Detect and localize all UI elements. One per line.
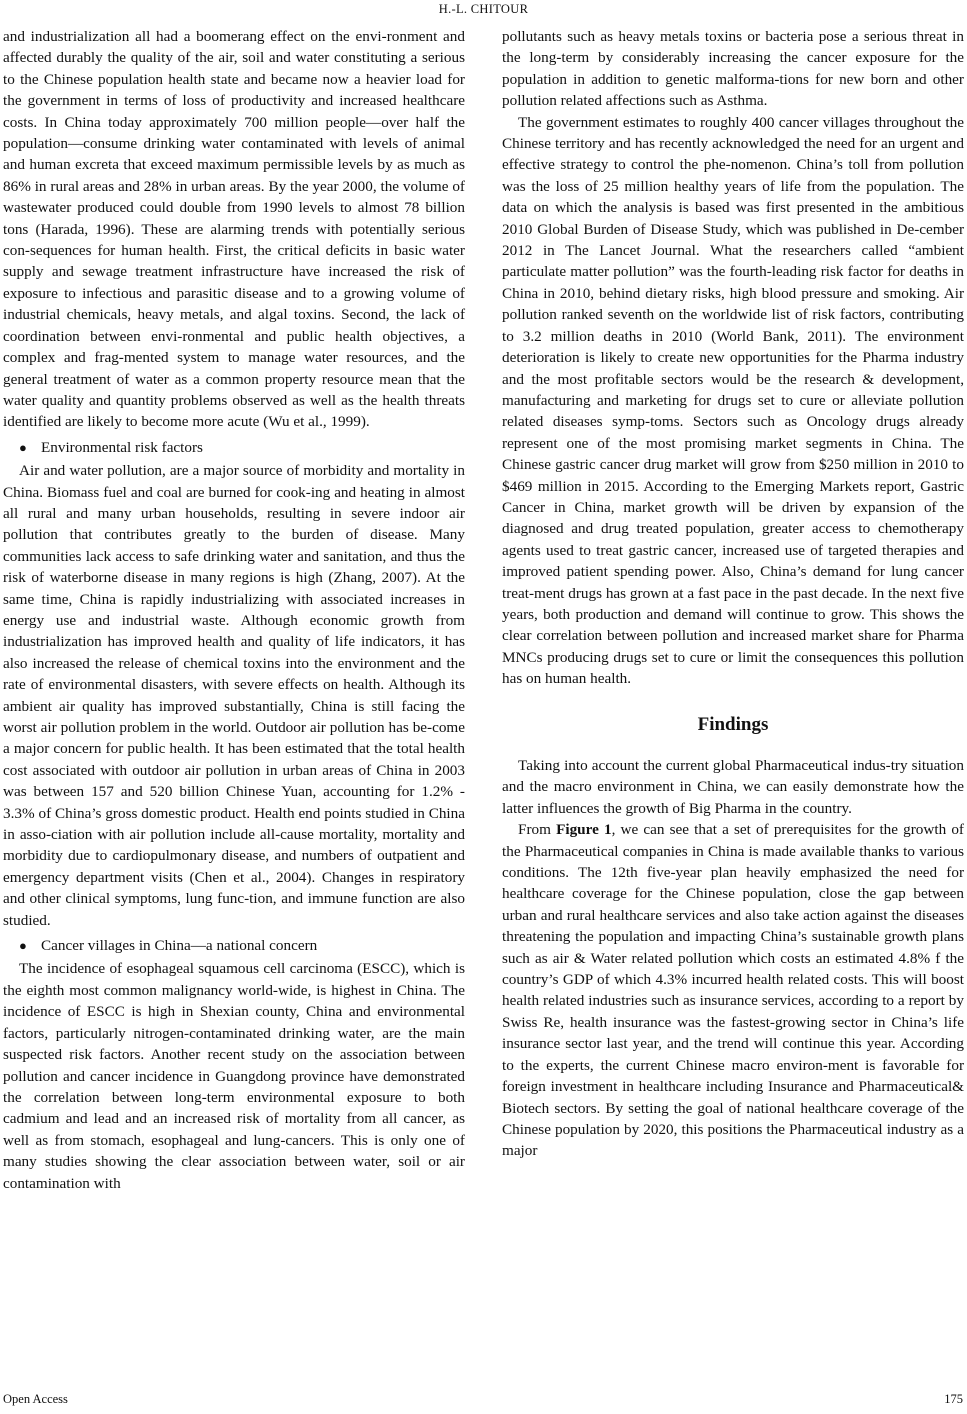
bullet-item-environmental-risk-factors [3,437,465,458]
page-number: 175 [944,1392,963,1406]
bullet-item-cancer-villages [3,935,465,956]
paragraph: The incidence of esophageal squamous cell carcinoma (ESCC), which is the eighth most common malignancy world-wide, is highest in China. The incidence of ESCC is high in Shexian county, China and environmental factors, particularly nitrogen-contaminated drinking water, are the main suspected risk factors. Another recent study on the association between pollution and cancer incidence in Guangdong province have demonstrated the correlation between long-term environmental exposure to both cadmium and lead and an increased risk of mortality from all cancer, as well as from stomach, esophageal and lung-cancers. This is only one of many studies showing the clear association between water, soil or air contamination with [3,960,465,1192]
bullet-icon: ● [19,439,27,455]
bullet-label: Environmental risk factors [41,438,203,456]
paragraph: pollutants such as heavy metals toxins or bacteria pose a serious threat in the long-term by considerably increasing the cancer exposure for the population in addition to genetic malforma-tions for new born and other pollution related affections such as Asthma. [502,28,964,110]
figure-reference[interactable]: Figure 1 [556,821,612,839]
text-run: , we can see that a set of prerequisites for the growth of the Pharmaceutical companies in China is made available thanks to various conditions. The 12th five-year plan heavily emphasized the need for healthcare coverage for the Chinese population, close the gap between urban and rural healthcare services and also take action against the diseases threatening the population and impacting China’s sustainable growth plans such as air & Water related pollution which costs an estimated 4.8% f the country’s GDP of which 4.3% incurred health related costs. This will boost health related industries such as insurance services, according to a report by Swiss Re, health insurance was the fastest-growing sector in China’s life insurance sector last year, and the trend will continue this year. According to the experts, the current Chinese macro environ-ment is favorable for foreign investment in healthcare including Insurance and Pharmaceutical& Biotech sectors. By setting the goal of national healthcare coverage of the Chinese population by 2020, this positions the Pharmaceutical industry as a major [502,821,964,1160]
footer-open-access: Open Access [3,1392,68,1406]
section-heading-findings: Findings [697,713,769,735]
running-header: H.-L. CHITOUR [438,2,529,16]
paragraph: and industrialization all had a boomerang effect on the envi-ronment and affected durably the quality of the air, soil and water constituting a serious to the Chinese population health state and became now a heavier load for the government in terms of loss of productivity and increased healthcare costs. In China today approximately 700 million people—over half the population—consume drinking water contaminated with levels of animal and human excreta that exceed maximum permissible levels by as much as 86% in rural areas and 28% in urban areas. By the year 2000, the volume of wastewater produced could double from 1990 levels to almost 78 billion tons (Harada, 1996). These are alarming trends with potentially serious con-sequences for human health. First, the critical deficits in basic water supply and sewage treatment infrastructure have increased the risk of exposure to infectious and parasitic disease and to a growing volume of industrial chemicals, heavy metals, and algal toxins. Second, the lack of coordination between envi-ronmental and public health objectives, a complex and frag-mented system to manage water resources, and the general treatment of water as a common property resource mean that the water quality and quantity problems observed as well as the health threats identified are likely to become more acute (Wu et al., 1999). [3,28,465,431]
bullet-label: Cancer villages in China—a national concern [41,937,318,955]
paragraph: Air and water pollution, are a major source of morbidity and mortality in China. Biomass fuel and coal are burned for cook-ing and heating in almost all rural and many urban households, resulting in severe indoor air pollution that contributes greatly to the burden of disease. Many communities lack access to safe drinking water and sanitation, and thus the risk of waterborne disease in many regions is high (Zhang, 2007). At the same time, China is rapidly industrializing with associated increases in energy use and industrial waste. Although economic growth from industrialization has improved health and quality of life indicators, it has also increased the release of chemical toxins into the environment and the rate of environmental disasters, with severe effects on health. Although its ambient air quality has improved substantially, China is still facing the worst air pollution problem in the world. Outdoor air pollution has be-come a major concern for public health. It has been estimated that the total health cost associated with outdoor air pollution in urban areas of China in 2003 was between 157 and 520 billion Chinese Yuan, accounting for 1.2% - 3.3% of China’s gross domestic product. Health end points studied in China in asso-ciation with air pollution include all-cause mortality, mortality and morbidity due to cardiopulmonary disease, and numbers of outpatient and emergency department visits (Chen et al., 2004). Changes in respiratory and other clinical symptoms, lung func-tion, and immune function are also studied. [3,462,465,929]
left-column [3,26,465,1194]
paragraph: The government estimates to roughly 400 cancer villages throughout the Chinese territory and has recently acknowledged the need for an urgent and effective strategy to control the phe-nomenon. China’s toll from pollution was the loss of 25 million healthy years of life from the population. The data on which the analysis is based was first presented in the ambitious 2010 Global Burden of Disease Study, which was published in De-cember 2012 in The Lancet Journal. What the researchers called “ambient particulate matter pollution” was the fourth-leading risk factor for deaths in China in 2010, behind dietary risks, high blood pressure and smoking. Air pollution ranked seventh on the worldwide list of risk factors, contributing to 3.2 million deaths in 2010 (World Bank, 2011). The environment deterioration is likely to create new opportunities for the Pharma industry and the most profitable sectors would be the research & development, manufacturing and marketing for drugs set to cure or alleviate pollution related diseases symp-toms. Sectors such as Oncology drugs already represent one of the most promising market segments in China. The Chinese gastric cancer drug market will grow from $250 million in 2010 to $469 million in 2015. According to the Emerging Markets report, Gastric Cancer in China, market growth will be driven by expansion of the diagnosed and drug treated population, greater access to chemotherapy agents used to treat gastric cancer, increased use of targeted therapies and improved patient spending power. Also, China’s demand for lung cancer treat-ment drugs has grown at a fast pace in the past decade. In the next five years, both production and demand will continue to grow. This shows the clear correlation between pollution and increased market share for Pharma MNCs producing drugs set to cure or limit the consequences this pollution has on human health. [502,113,964,688]
text-run: From [518,821,557,839]
bullet-icon: ● [19,938,27,954]
paragraph-figure-reference [502,819,964,1162]
right-column [502,26,964,1162]
paragraph: Taking into account the current global Pharmaceutical indus-try situation and the macro environment in China, we can easily demonstrate how the latter influences the growth of Big Pharma in the country. [502,757,964,817]
